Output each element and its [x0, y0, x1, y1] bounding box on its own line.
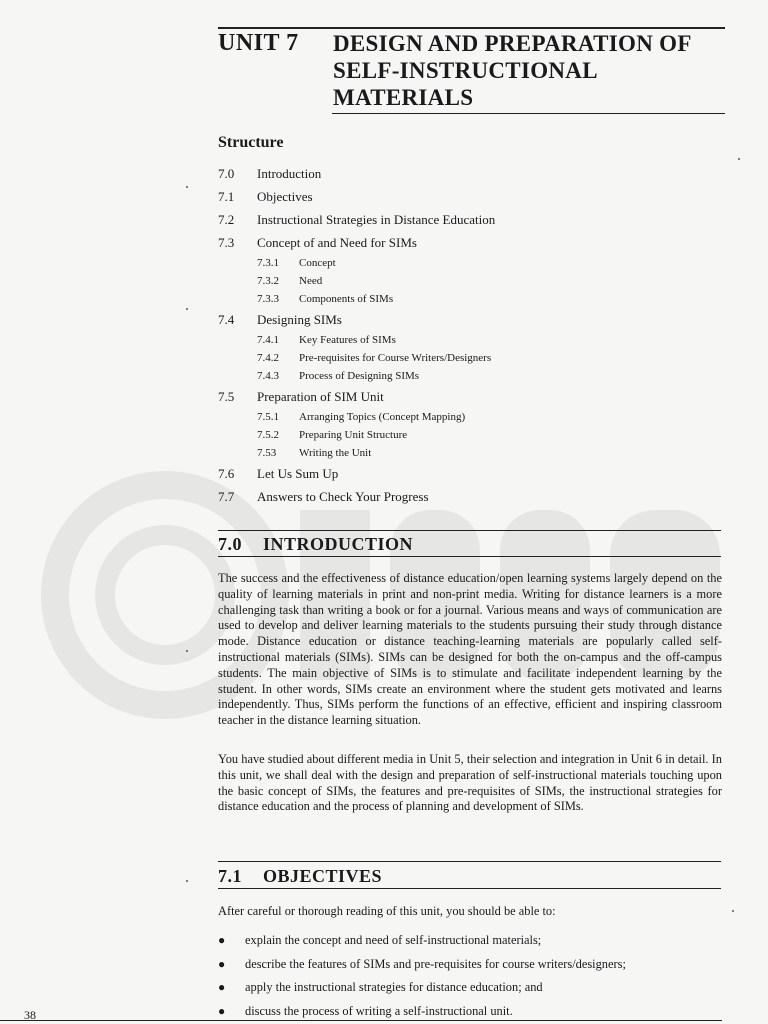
toc-subitem [218, 444, 738, 462]
introduction-title: INTRODUCTION [263, 534, 414, 554]
toc-item-number: 7.3 [218, 234, 235, 250]
unit-title: DESIGN AND PREPARATION OF SELF-INSTRUCTIONAL MATERIALS [333, 31, 691, 110]
scan-speck [186, 308, 188, 310]
toc-subitem-title: Writing the Unit [299, 447, 372, 459]
toc-item-number: 7.1 [218, 188, 235, 204]
toc-item [218, 185, 738, 208]
scan-speck [738, 158, 740, 160]
intro-rule-bottom [218, 556, 721, 557]
toc-subitem-number: 7.3.1 [257, 257, 279, 269]
objective-text: apply the instructional strategies for distance education; and [245, 980, 543, 995]
toc-subitem [218, 349, 738, 367]
objective-text: describe the features of SIMs and pre-requisites for course writers/designers; [245, 956, 626, 971]
toc-item-title: Objectives [257, 188, 313, 204]
toc-subitem [218, 408, 738, 426]
toc-subitem-number: 7.3.3 [257, 293, 279, 305]
scan-speck [186, 186, 188, 188]
introduction-paragraph-2: You have studied about different media in Unit 5, their selection and integration in Unit 6 in detail. In this unit, we shall deal with the design and preparation of self-instructional materials touching upon the basic concept of SIMs, the features and pre-requisites of SIMs, the instructional strategies for distance education and the process of planning and development of SIMs. [218, 752, 722, 814]
scan-speck [186, 650, 188, 652]
objective-item [218, 976, 728, 1000]
objectives-rule-bottom [218, 888, 721, 889]
toc-subitem-title: Arranging Topics (Concept Mapping) [299, 411, 466, 423]
toc-subitem-title: Process of Designing SIMs [299, 370, 420, 382]
toc-item-title: Let Us Sum Up [257, 465, 339, 481]
footer-rule [0, 1020, 722, 1021]
objectives-number: 7.1 [218, 866, 242, 886]
toc-subitem [218, 272, 738, 290]
scan-speck [186, 880, 188, 882]
toc-item-title: Answers to Check Your Progress [257, 488, 429, 504]
toc-subitem-number: 7.5.2 [257, 429, 279, 441]
objective-text: explain the concept and need of self-instructional materials; [245, 933, 542, 948]
bullet-icon: ● [218, 956, 226, 971]
toc-subitem-number: 7.4.1 [257, 334, 279, 346]
toc-item-number: 7.0 [218, 165, 235, 181]
toc-item-title: Concept of and Need for SIMs [257, 234, 417, 250]
intro-rule-top [218, 530, 721, 531]
introduction-paragraph-1: The success and the effectiveness of distance education/open learning systems largely depend on the quality of learning materials in print and non-print media. Writing for distance learners is a more challenging task than writing a book or for a journal. Various means and ways of communication are used to develop and deliver learning materials to the students pursuing their study through distance mode. Distance education or distance teaching-learning materials are popularly called self-instructional materials (SIMs). SIMs can be designed for both the on-campus and the off-campus students. The main objective of SIMs is to stimulate and facilitate independent learning by the student. In other words, SIMs create an environment where the student gets motivated and learns independently. Thus, SIMs perform the functions of an effective, efficient and inspiring classroom teacher in the distance learning situation. [218, 571, 722, 728]
objectives-list [218, 929, 728, 1023]
objectives-title: OBJECTIVES [263, 866, 383, 886]
objective-text: discuss the process of writing a self-instructional unit. [245, 1004, 513, 1019]
header-rule-bottom [332, 113, 725, 114]
structure-heading: Structure [218, 134, 284, 151]
toc-item-number: 7.4 [218, 311, 235, 327]
toc-subitem [218, 426, 738, 444]
toc-subitem-title: Need [299, 275, 323, 287]
objectives-rule-top [218, 861, 721, 862]
objective-item [218, 929, 728, 953]
unit-label: UNIT 7 [218, 30, 299, 56]
toc-item-number: 7.5 [218, 388, 235, 404]
toc-subitem [218, 367, 738, 385]
toc-subitem-title: Components of SIMs [299, 293, 394, 305]
bullet-icon: ● [218, 1004, 226, 1019]
toc-item-title: Introduction [257, 165, 322, 181]
toc-item [218, 231, 738, 254]
toc-subitem [218, 290, 738, 308]
toc-item [218, 485, 738, 508]
objectives-lead: After careful or thorough reading of this unit, you should be able to: [218, 904, 556, 918]
toc-item [218, 385, 738, 408]
objectives-heading [218, 866, 382, 887]
toc-item [218, 462, 738, 485]
toc-subitem-title: Concept [299, 257, 336, 269]
toc-item [218, 308, 738, 331]
toc-subitem-number: 7.5.1 [257, 411, 279, 423]
toc-item-title: Instructional Strategies in Distance Education [257, 211, 496, 227]
bullet-icon: ● [218, 980, 226, 995]
scan-speck [732, 910, 734, 912]
toc-item-title: Preparation of SIM Unit [257, 388, 384, 404]
toc-item [218, 162, 738, 185]
introduction-heading [218, 534, 413, 555]
bullet-icon: ● [218, 933, 226, 948]
toc-item-title: Designing SIMs [257, 311, 342, 327]
introduction-number: 7.0 [218, 534, 242, 554]
toc-item [218, 208, 738, 231]
toc-subitem-number: 7.53 [257, 447, 277, 459]
header-rule-top [218, 27, 725, 29]
table-of-contents [218, 162, 738, 508]
toc-subitem-number: 7.3.2 [257, 275, 279, 287]
toc-item-number: 7.6 [218, 465, 235, 481]
toc-subitem-title: Key Features of SIMs [299, 334, 396, 346]
toc-subitem [218, 254, 738, 272]
page-number: 38 [24, 1008, 36, 1022]
objective-item [218, 953, 728, 977]
toc-item-number: 7.7 [218, 488, 235, 504]
toc-subitem-number: 7.4.2 [257, 352, 279, 364]
toc-subitem-title: Preparing Unit Structure [299, 429, 408, 441]
toc-subitem [218, 331, 738, 349]
toc-subitem-number: 7.4.3 [257, 370, 279, 382]
toc-subitem-title: Pre-requisites for Course Writers/Designers [299, 352, 492, 364]
toc-item-number: 7.2 [218, 211, 235, 227]
